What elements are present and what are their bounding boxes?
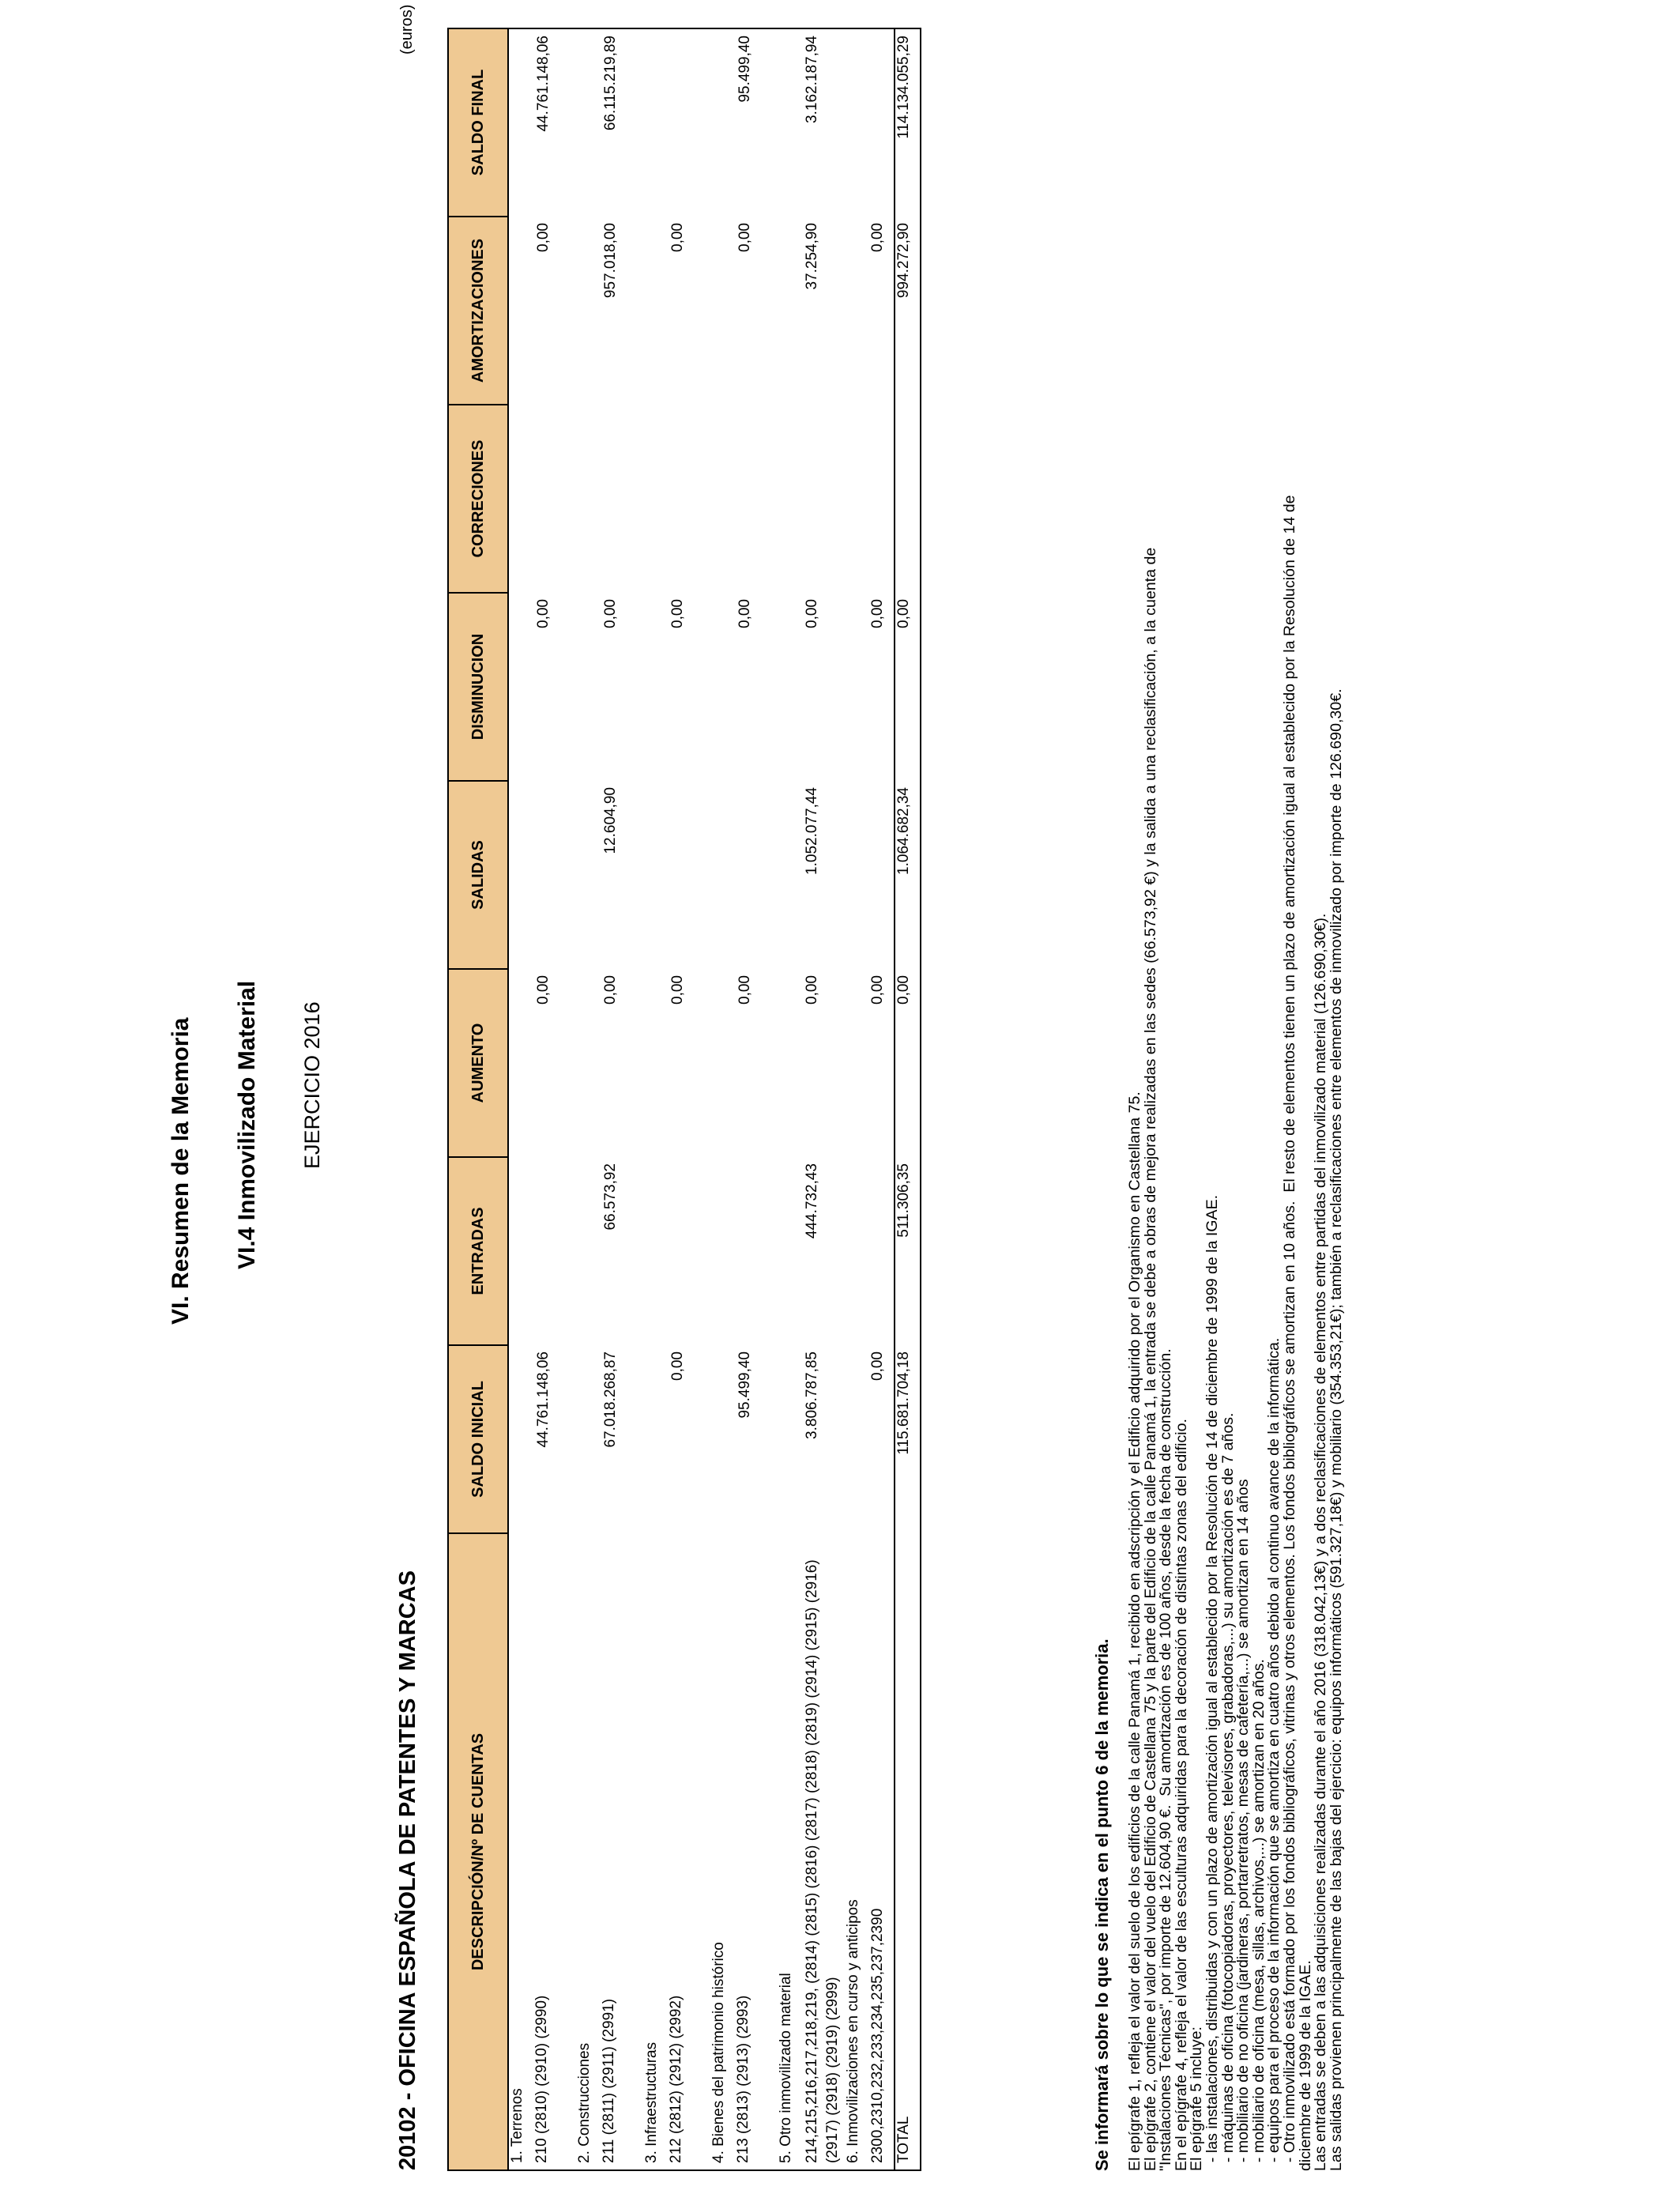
row-description: 1. Terrenos	[508, 1533, 533, 2170]
cell-value: 957.018,00	[602, 223, 619, 299]
table-row	[710, 28, 735, 2170]
note-line: - equipos para el proceso de la información que se amortiza en cuatro años debido al continuo avance de la informática.	[1265, 1337, 1283, 2171]
cell-value	[601, 405, 643, 593]
column-header: DESCRIPCIÓN/Nº DE CUENTAS	[448, 1533, 508, 2170]
cell-value: 0,00	[804, 599, 820, 628]
row-description: 2300,2310,232,233,234,235,237,2390	[869, 1533, 895, 2170]
row-description: 213 (2813) (2913) (2993)	[735, 1533, 778, 2170]
table-row	[508, 28, 533, 2170]
cell-value	[869, 1157, 895, 1345]
table-row	[643, 28, 668, 2170]
column-header: AMORTIZACIONES	[448, 217, 508, 405]
cell-value: 0,00	[669, 599, 686, 628]
total-value: 1.064.682,34	[895, 781, 921, 969]
column-header: DISMINUCION	[448, 593, 508, 781]
cell-value	[668, 781, 710, 969]
cell-value	[643, 781, 668, 969]
row-description: 214,215,216,217,218,219, (2814) (2815) (2816) (2817) (2818) (2819) (2914) (2915) (2916) (2917) (2918) (2919) (2999)	[802, 1533, 845, 2170]
note-line: - Otro inmovilizado está formado por los fondos bibliográficos, vitrinas y otros elementos. Los fondos bibliográficos se amortizan en 10 años. El resto de elementos tienen un plazo de amortización igual al establecido por la Resolución de 14 de	[1280, 495, 1298, 2171]
column-header: SALIDAS	[448, 781, 508, 969]
cell-value	[778, 217, 802, 405]
table-row	[802, 28, 845, 2170]
cell-value	[508, 405, 533, 593]
cell-value: 95.499,40	[735, 28, 778, 217]
cell-value	[710, 405, 735, 593]
exercise-year: EJERCICIO 2016	[300, 1001, 324, 1169]
cell-value: 37.254,90	[804, 223, 820, 290]
note-line: - mobiliario de no oficina (jardineras, portarretratos, mesas de cafetería,...) se amortizan en 14 años	[1234, 1479, 1252, 2171]
row-description: 2. Construcciones	[576, 1533, 601, 2170]
cell-value	[668, 1157, 710, 1345]
cell-value: 66.573,92	[602, 1163, 619, 1231]
page-title: VI. Resumen de la Memoria	[168, 1017, 194, 1325]
cell-value: 0,00	[736, 599, 753, 628]
cell-value: 1.052.077,44	[804, 787, 820, 875]
cell-value	[845, 28, 869, 217]
total-value: 994.272,90	[895, 217, 921, 405]
cell-value	[735, 1157, 778, 1345]
row-description: 3. Infraestructuras	[643, 1533, 668, 2170]
cell-value: 12.604,90	[602, 787, 619, 854]
cell-value	[643, 217, 668, 405]
cell-value	[576, 217, 601, 405]
cell-value	[735, 405, 778, 593]
table-row	[735, 28, 778, 2170]
cell-value	[710, 781, 735, 969]
cell-value	[710, 593, 735, 781]
row-description: 212 (2812) (2912) (2992)	[668, 1533, 710, 2170]
cell-value	[533, 781, 576, 969]
cell-value: 0,00	[669, 1351, 686, 1381]
cell-value: 3.162.187,94	[802, 28, 845, 217]
cell-value	[710, 1345, 735, 1533]
table-header-row	[448, 28, 508, 2170]
cell-value: 0,00	[736, 223, 753, 252]
cell-value	[778, 28, 802, 217]
cell-value: 44.761.148,06	[533, 28, 576, 217]
table-row	[533, 28, 576, 2170]
note-line: "Instalaciones Técnicas", por importe de 12.604,90 €. Su amortización es de 100 años, desde la fecha de construcción.	[1157, 1348, 1175, 2171]
row-description: 6. Inmovilizaciones en curso y anticipos	[845, 1533, 869, 2170]
total-value	[895, 405, 921, 593]
cell-value: 44.761.148,06	[535, 1351, 552, 1448]
cell-value	[576, 781, 601, 969]
cell-value: 0,00	[602, 599, 619, 628]
cell-value	[845, 1157, 869, 1345]
note-line: Las entradas se deben a las adquisiciones realizadas durante el año 2016 (318.042,13€) y a dos reclasificaciones de elementos entre partidas del inmovilizado material (126.690,30€).	[1312, 913, 1330, 2171]
note-line: - mobiliario de oficina (mesa, sillas, archivos,...) se amortizan en 20 años.	[1249, 1659, 1268, 2171]
organization-name: 20102 - OFICINA ESPAÑOLA DE PATENTES Y MARCAS	[395, 1570, 420, 2170]
cell-value	[778, 405, 802, 593]
cell-value	[845, 217, 869, 405]
cell-value: 0,00	[602, 975, 619, 1005]
cell-value	[508, 1157, 533, 1345]
row-description: 4. Bienes del patrimonio histórico	[710, 1533, 735, 2170]
column-header: ENTRADAS	[448, 1157, 508, 1345]
total-value: 511.306,35	[895, 1157, 921, 1345]
cell-value: 0,00	[535, 599, 552, 628]
column-header: AUMENTO	[448, 969, 508, 1157]
cell-value	[643, 28, 668, 217]
cell-value	[845, 1345, 869, 1533]
total-value: 0,00	[895, 593, 921, 781]
note-line: El epígrafe 2, contiene el valor del vuelo del Edificio de Castellana 75 y la parte del Edificio de la calle Panamá 1, la entrada se debe a obras de mejora realizadas en las sedes (66.573,92 €) y la salida a una reclasificación, a la cuenta de	[1141, 547, 1159, 2171]
cell-value	[710, 969, 735, 1157]
table-row	[601, 28, 643, 2170]
cell-value	[508, 593, 533, 781]
cell-value	[802, 405, 845, 593]
cell-value	[576, 593, 601, 781]
cell-value	[869, 405, 895, 593]
cell-value	[845, 405, 869, 593]
cell-value	[869, 781, 895, 969]
table-row	[869, 28, 895, 2170]
table-row	[576, 28, 601, 2170]
cell-value: 67.018.268,87	[602, 1351, 619, 1448]
cell-value	[643, 1157, 668, 1345]
cell-value	[845, 593, 869, 781]
cell-value: 444.732,43	[804, 1163, 820, 1239]
table-row	[778, 28, 802, 2170]
cell-value	[778, 1157, 802, 1345]
total-row	[895, 28, 921, 2170]
cell-value	[845, 969, 869, 1157]
cell-value	[576, 1345, 601, 1533]
cell-value	[643, 1345, 668, 1533]
note-line: diciembre de 1999 de la IGAE.	[1296, 1960, 1314, 2171]
cell-value	[668, 405, 710, 593]
cell-value	[710, 1157, 735, 1345]
row-description: 210 (2810) (2910) (2990)	[533, 1533, 576, 2170]
note-line: El epígrafe 5 incluye:	[1188, 2026, 1206, 2171]
fixed-assets-table	[447, 28, 921, 2171]
cell-value	[533, 405, 576, 593]
cell-value	[576, 1157, 601, 1345]
notes-section	[1093, 13, 1344, 2171]
table-row	[668, 28, 710, 2170]
cell-value	[643, 405, 668, 593]
notes-heading: Se informará sobre lo que se indica en el punto 6 de la memoria.	[1092, 1638, 1112, 2171]
cell-value	[710, 28, 735, 217]
total-value: 0,00	[895, 969, 921, 1157]
cell-value: 95.499,40	[736, 1351, 753, 1419]
total-value: 114.134.055,29	[895, 28, 921, 217]
cell-value	[845, 781, 869, 969]
cell-value: 0,00	[869, 599, 886, 628]
cell-value	[778, 1345, 802, 1533]
cell-value: 0,00	[869, 223, 886, 252]
cell-value	[778, 969, 802, 1157]
cell-value	[508, 217, 533, 405]
table-row	[845, 28, 869, 2170]
note-line: - máquinas de oficina (fotocopiadoras, proyectores, televisores, grabadoras,...) su amortización es de 7 años.	[1219, 1412, 1237, 2171]
cell-value: 0,00	[535, 975, 552, 1005]
cell-value	[735, 781, 778, 969]
cell-value: 66.115.219,89	[601, 28, 643, 217]
cell-value	[668, 28, 710, 217]
cell-value	[508, 1345, 533, 1533]
cell-value: 0,00	[869, 1351, 886, 1381]
cell-value	[533, 1157, 576, 1345]
note-line: - las instalaciones, distribuidas y con un plazo de amortización igual al establecido por la Resolución de 14 de diciembre de 1999 de la IGAE.	[1203, 1194, 1221, 2171]
note-line: El epígrafe 1, refleja el valor del suelo de los edificios de la calle Panamá 1, recibido en adscripción y el Edificio adquirido por el Organismo en Castellana 75.	[1126, 1091, 1143, 2171]
column-header: CORRECIONES	[448, 405, 508, 593]
cell-value	[869, 28, 895, 217]
note-line: En el epígrafe 4, refleja el valor de las esculturas adquiridas para la decoración de distintas zonas del edificio.	[1172, 1419, 1190, 2171]
column-header: SALDO FINAL	[448, 28, 508, 217]
cell-value	[576, 969, 601, 1157]
cell-value	[508, 969, 533, 1157]
cell-value	[778, 781, 802, 969]
cell-value: 0,00	[669, 975, 686, 1005]
cell-value	[576, 405, 601, 593]
cell-value	[643, 969, 668, 1157]
cell-value: 3.806.787,85	[804, 1351, 820, 1439]
cell-value	[710, 217, 735, 405]
column-header: SALDO INICIAL	[448, 1345, 508, 1533]
row-description: 211 (2811) (2911) (2991)	[601, 1533, 643, 2170]
total-label: TOTAL	[895, 1533, 921, 2170]
row-description: 5. Otro inmovilizado material	[778, 1533, 802, 2170]
page-subtitle: VI.4 Inmovilizado Material	[234, 980, 260, 1269]
cell-value	[508, 781, 533, 969]
units-label: (euros)	[398, 4, 416, 55]
cell-value	[643, 593, 668, 781]
cell-value: 0,00	[869, 975, 886, 1005]
cell-value	[778, 593, 802, 781]
cell-value: 0,00	[736, 975, 753, 1005]
note-line: Las salidas provienen principalmente de las bajas del ejercicio: equipos informáticos (591.327,18€) y mobiliario (354.353,21€); también a reclasificaciones entre elementos de inmovilizado por importe de 126.690,30€.	[1327, 688, 1345, 2171]
cell-value: 0,00	[535, 223, 552, 252]
total-value: 115.681.704,18	[895, 1345, 921, 1533]
cell-value	[576, 28, 601, 217]
cell-value: 0,00	[669, 223, 686, 252]
cell-value: 0,00	[804, 975, 820, 1005]
cell-value	[508, 28, 533, 217]
